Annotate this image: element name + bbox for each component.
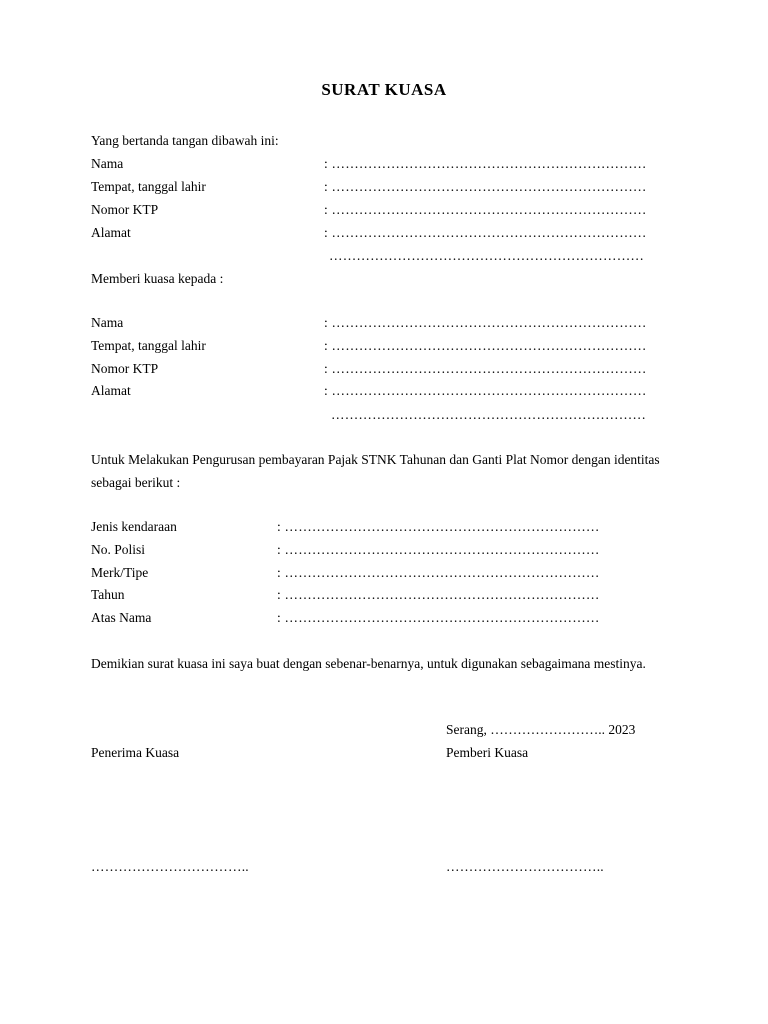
grantor-ktp-value: : …………………………………………………………… bbox=[324, 202, 647, 217]
vehicle-brand-label: Merk/Tipe bbox=[91, 565, 149, 580]
vehicle-type-value: : …………………………………………………………… bbox=[277, 519, 600, 534]
recipient-signature-line: …………………………….. bbox=[91, 859, 249, 874]
grantee-name-value: : …………………………………………………………… bbox=[324, 315, 647, 330]
intro-text: Yang bertanda tangan dibawah ini: bbox=[91, 133, 279, 148]
purpose-paragraph: Untuk Melakukan Pengurusan pembayaran Pajak STNK Tahunan dan Ganti Plat Nomor dengan identitas sebagai berikut : bbox=[91, 452, 660, 490]
document-title: SURAT KUASA bbox=[321, 80, 447, 99]
vehicle-year-label: Tahun bbox=[91, 587, 125, 602]
grantor-address-value: : …………………………………………………………… bbox=[324, 225, 647, 240]
grantee-name-label: Nama bbox=[91, 315, 124, 330]
vehicle-plate-label: No. Polisi bbox=[91, 542, 146, 557]
grantor-birth-label: Tempat, tanggal lahir bbox=[91, 179, 206, 194]
vehicle-owner-label: Atas Nama bbox=[91, 610, 152, 625]
vehicle-year-value: : …………………………………………………………… bbox=[277, 587, 600, 602]
grantee-address-label: Alamat bbox=[91, 383, 131, 398]
giver-signature-line: …………………………….. bbox=[446, 859, 604, 874]
grantee-address-line2: …………………………………………………………… bbox=[331, 407, 647, 422]
closing-paragraph: Demikian surat kuasa ini saya buat dengan sebenar-benarnya, untuk digunakan sebagaimana mestinya. bbox=[91, 656, 646, 671]
grantor-name-label: Nama bbox=[91, 156, 124, 171]
grantor-birth-value: : …………………………………………………………… bbox=[324, 179, 647, 194]
grantee-ktp-value: : …………………………………………………………… bbox=[324, 361, 647, 376]
grantor-name-value: : …………………………………………………………… bbox=[324, 156, 647, 171]
vehicle-brand-value: : …………………………………………………………… bbox=[277, 565, 600, 580]
vehicle-type-label: Jenis kendaraan bbox=[91, 519, 177, 534]
vehicle-plate-value: : …………………………………………………………… bbox=[277, 542, 600, 557]
vehicle-owner-value: : …………………………………………………………… bbox=[277, 610, 600, 625]
grant-to-text: Memberi kuasa kepada : bbox=[91, 271, 224, 286]
recipient-label: Penerima Kuasa bbox=[91, 745, 180, 760]
grantee-birth-label: Tempat, tanggal lahir bbox=[91, 338, 206, 353]
grantor-address-line2: …………………………………………………………… bbox=[329, 248, 645, 263]
place-date: Serang, …………………….. 2023 bbox=[446, 722, 636, 737]
grantee-address-value: : …………………………………………………………… bbox=[324, 383, 647, 398]
grantee-birth-value: : …………………………………………………………… bbox=[324, 338, 647, 353]
grantor-ktp-label: Nomor KTP bbox=[91, 202, 159, 217]
grantee-ktp-label: Nomor KTP bbox=[91, 361, 159, 376]
giver-label: Pemberi Kuasa bbox=[446, 745, 529, 760]
grantor-address-label: Alamat bbox=[91, 225, 131, 240]
